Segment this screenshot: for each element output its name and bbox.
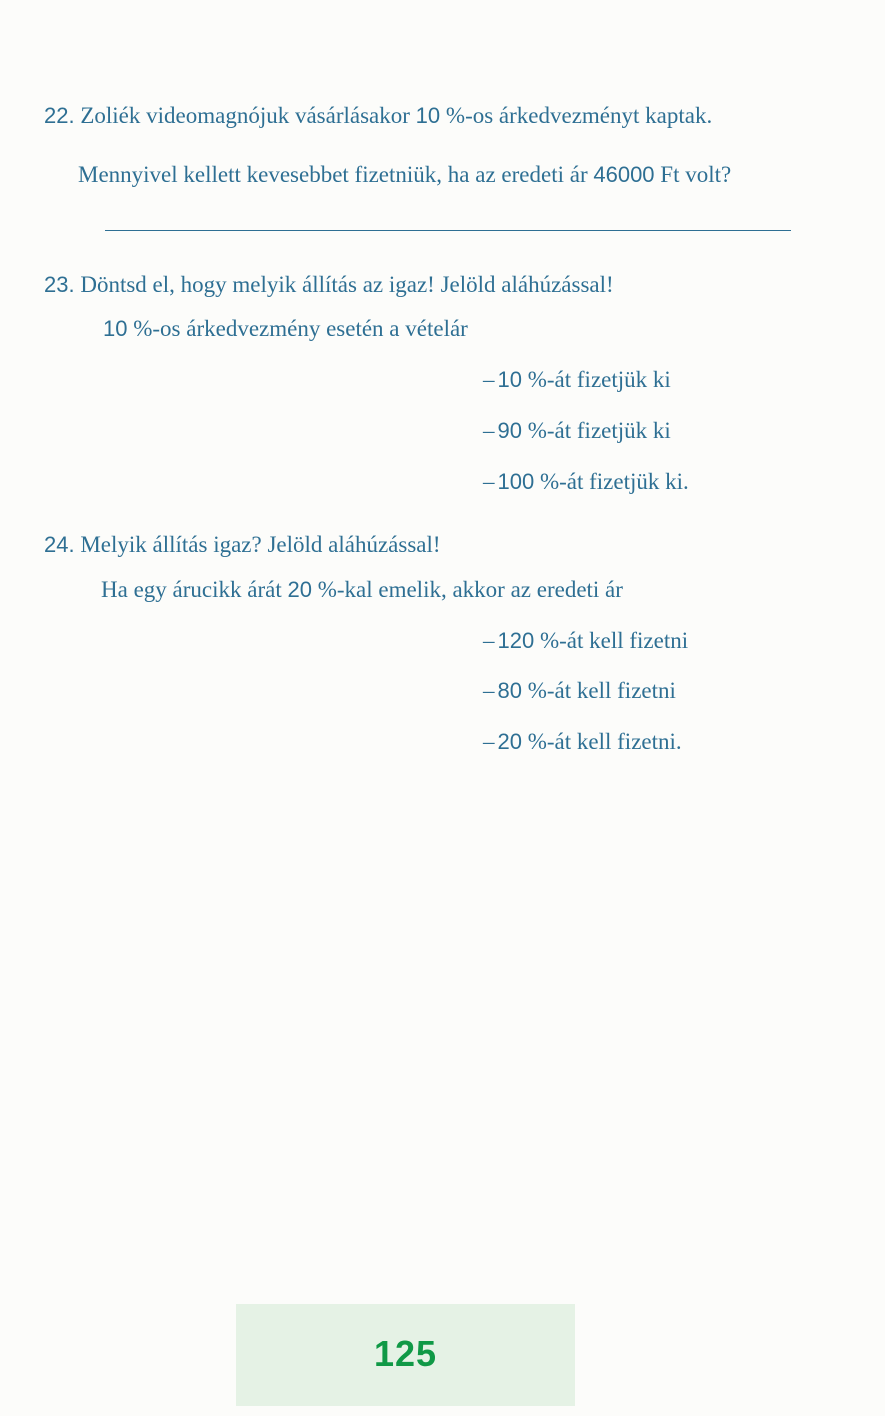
option-text: %-át fizetjük ki	[527, 418, 671, 443]
option-text: %-át fizetjük ki.	[539, 469, 689, 494]
option-text: %-át kell fizetni	[539, 628, 689, 653]
problem-23-option-3[interactable]	[483, 468, 689, 496]
problem-22-price-value: 46000	[593, 162, 655, 187]
problem-23-statement	[103, 315, 468, 343]
problem-24-statement	[101, 576, 623, 604]
problem-23-statement-text: %-os árkedvezmény esetén a vételár	[133, 316, 468, 341]
option-value: 80	[497, 678, 522, 703]
problem-22-line-2	[78, 161, 731, 189]
problem-22-line-1	[44, 102, 712, 130]
problem-24-option-3[interactable]	[483, 728, 682, 756]
option-text: %-át fizetjük ki	[527, 367, 671, 392]
problem-24-question	[44, 531, 441, 559]
dash-mark: –	[483, 628, 495, 653]
option-value: 120	[497, 628, 535, 653]
option-value: 20	[497, 729, 522, 754]
answer-line[interactable]	[105, 230, 791, 231]
problem-22-question-suffix: Ft volt?	[660, 162, 732, 187]
option-value: 90	[497, 418, 522, 443]
problem-24-statement-prefix: Ha egy árucikk árát	[101, 577, 282, 602]
dash-mark: –	[483, 729, 495, 754]
problem-24-statement-value: 20	[287, 577, 312, 602]
problem-24-option-1[interactable]	[483, 627, 688, 655]
problem-24-statement-suffix: %-kal emelik, akkor az eredeti ár	[317, 577, 623, 602]
option-text: %-át kell fizetni	[527, 678, 676, 703]
problem-22-number: 22.	[44, 103, 75, 128]
dash-mark: –	[483, 418, 495, 443]
problem-22-question-prefix: Mennyivel kellett kevesebbet fizetniük, ha az eredeti ár	[78, 162, 588, 187]
problem-23-question-text: Döntsd el, hogy melyik állítás az igaz! Jelöld aláhúzással!	[80, 272, 614, 297]
option-text: %-át kell fizetni.	[527, 729, 682, 754]
problem-23-option-2[interactable]	[483, 417, 671, 445]
page-number-box	[236, 1304, 575, 1406]
problem-22-text-suffix: %-os árkedvezményt kaptak.	[445, 103, 713, 128]
page-number: 125	[373, 1333, 438, 1374]
problem-24-number: 24.	[44, 532, 75, 557]
problem-22-discount-value: 10	[415, 103, 441, 128]
problem-23-number: 23.	[44, 272, 75, 297]
problem-23-option-1[interactable]	[483, 366, 671, 394]
problem-24-question-text: Melyik állítás igaz? Jelöld aláhúzással!	[80, 532, 441, 557]
problem-23-question	[44, 271, 614, 299]
problem-23-statement-value: 10	[103, 316, 128, 341]
problem-22-text-prefix: Zoliék videomagnójuk vásárlásakor	[80, 103, 410, 128]
dash-mark: –	[483, 469, 495, 494]
dash-mark: –	[483, 678, 495, 703]
problem-24-option-2[interactable]	[483, 677, 676, 705]
option-value: 100	[497, 469, 535, 494]
option-value: 10	[497, 367, 522, 392]
dash-mark: –	[483, 367, 495, 392]
